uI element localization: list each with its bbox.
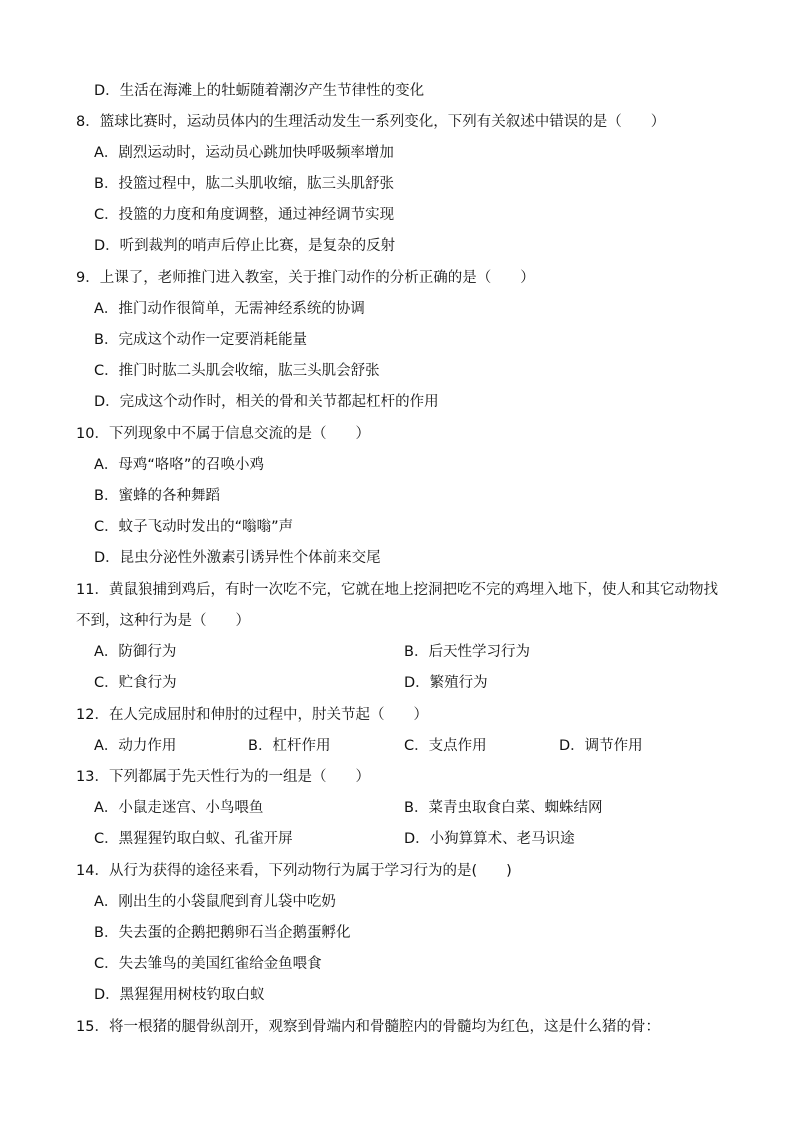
question-14: 14．从行为获得的途径来看，下列动物行为属于学习行为的是( ) bbox=[76, 863, 512, 879]
option-10a: A．母鸡“咯咯”的召唤小鸡 bbox=[94, 457, 264, 473]
option-10c: C．蚊子飞动时发出的“嗡嗡”声 bbox=[94, 519, 294, 535]
question-9: 9．上课了，老师推门进入教室，关于推门动作的分析正确的是（ ） bbox=[76, 270, 535, 286]
option-12b: B．杠杆作用 bbox=[248, 738, 331, 754]
option-9b: B．完成这个动作一定要消耗能量 bbox=[94, 332, 307, 348]
question-15: 15．将一根猪的腿骨纵剖开，观察到骨端内和骨髓腔内的骨髓均为红色，这是什么猪的骨： bbox=[76, 1019, 660, 1035]
question-10: 10．下列现象中不属于信息交流的是（ ） bbox=[76, 426, 370, 442]
option-8c: C．投篮的力度和角度调整，通过神经调节实现 bbox=[94, 207, 395, 223]
option-11c: C．贮食行为 bbox=[94, 675, 177, 691]
option-10d: D．昆虫分泌性外激素引诱异性个体前来交尾 bbox=[94, 550, 381, 566]
question-8: 8．篮球比赛时，运动员体内的生理活动发生一系列变化，下列有关叙述中错误的是（ ） bbox=[76, 114, 666, 130]
option-10b: B．蜜蜂的各种舞蹈 bbox=[94, 488, 220, 504]
question-11-line-2: 不到，这种行为是（ ） bbox=[76, 613, 250, 629]
option-11d: D．繁殖行为 bbox=[404, 675, 488, 691]
option-14d: D．黑猩猩用树枝钓取白蚁 bbox=[94, 987, 265, 1003]
option-8d: D．听到裁判的哨声后停止比赛，是复杂的反射 bbox=[94, 238, 396, 254]
question-12: 12．在人完成屈肘和伸肘的过程中，肘关节起（ ） bbox=[76, 707, 428, 723]
option-9a: A．推门动作很简单，无需神经系统的协调 bbox=[94, 301, 365, 317]
option-14b: B．失去蛋的企鹅把鹅卵石当企鹅蛋孵化 bbox=[94, 925, 351, 941]
option-line: D．生活在海滩上的牡蛎随着潮汐产生节律性的变化 bbox=[94, 83, 425, 99]
question-11-line-1: 11．黄鼠狼捕到鸡后，有时一次吃不完，它就在地上挖洞把吃不完的鸡埋入地下，使人和其它动物找 bbox=[76, 582, 718, 598]
option-9d: D．完成这个动作时，相关的骨和关节都起杠杆的作用 bbox=[94, 394, 439, 410]
option-12d: D．调节作用 bbox=[559, 738, 643, 754]
option-8a: A．剧烈运动时，运动员心跳加快呼吸频率增加 bbox=[94, 145, 394, 161]
option-11b: B．后天性学习行为 bbox=[404, 644, 530, 660]
option-12a: A．动力作用 bbox=[94, 738, 177, 754]
option-13c: C．黑猩猩钓取白蚁、孔雀开屏 bbox=[94, 831, 293, 847]
option-9c: C．推门时肱二头肌会收缩，肱三头肌会舒张 bbox=[94, 363, 380, 379]
option-13a: A．小鼠走迷宫、小鸟喂鱼 bbox=[94, 800, 264, 816]
option-14c: C．失去雏鸟的美国红雀给金鱼喂食 bbox=[94, 956, 322, 972]
option-11a: A．防御行为 bbox=[94, 644, 177, 660]
option-14a: A．刚出生的小袋鼠爬到育儿袋中吃奶 bbox=[94, 894, 336, 910]
option-13d: D．小狗算算术、老马识途 bbox=[404, 831, 575, 847]
option-12c: C．支点作用 bbox=[404, 738, 487, 754]
option-8b: B．投篮过程中，肱二头肌收缩，肱三头肌舒张 bbox=[94, 176, 394, 192]
question-13: 13．下列都属于先天性行为的一组是（ ） bbox=[76, 769, 370, 785]
option-13b: B．菜青虫取食白菜、蜘蛛结网 bbox=[404, 800, 603, 816]
